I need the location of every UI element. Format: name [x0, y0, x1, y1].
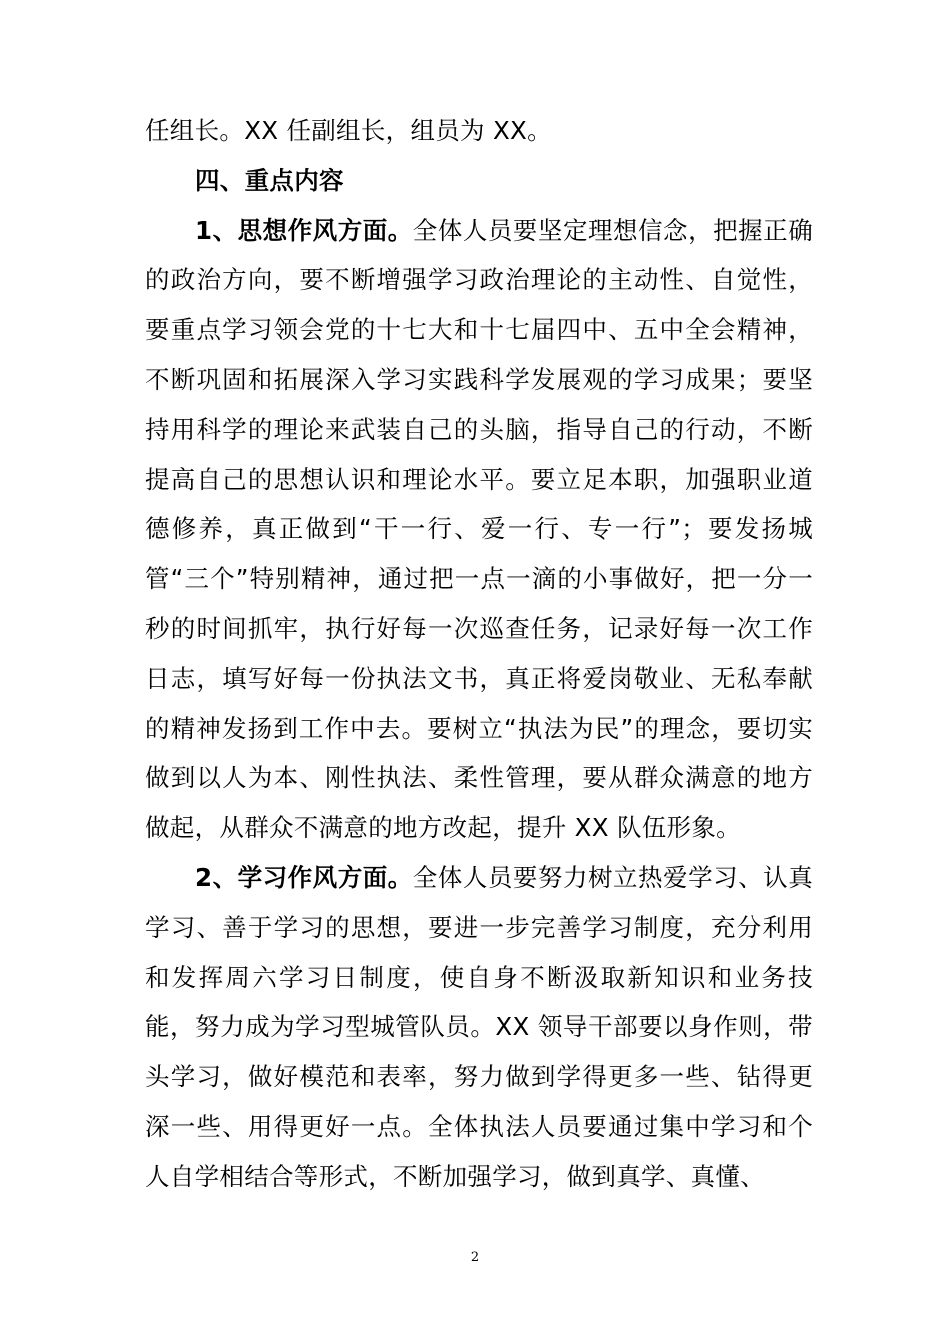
item-2-body: 全体人员要努力树立热爱学习、认真学习、善于学习的思想，要进一步完善学习制度，充分利用和发挥周六学习日制度，使自身不断汲取新知识和业务技能，努力成为学习型城管队员。XX 领导干部要以身作则，带头学习，做好模范和表率，努力做到学得更多一些、钻得更深一些、用得更好一点。全体执法人员要通过集中学习和个人自学相结合等形式，不断加强学习，做到真学、真懂、 [145, 862, 813, 1191]
paragraph-item-1 [145, 206, 813, 853]
item-1-body: 全体人员要坚定理想信念，把握正确的政治方向，要不断增强学习政治理论的主动性、自觉性，要重点学习领会党的十七大和十七届四中、五中全会精神，不断巩固和拓展深入学习实践科学发展观的学习成果；要坚持用科学的理论来武装自己的头脑，指导自己的行动，不断提高自己的思想认识和理论水平。要立足本职，加强职业道德修养，真正做到“干一行、爱一行、专一行”；要发扬城管“三个”特别精神，通过把一点一滴的小事做好，把一分一秒的时间抓牢，执行好每一次巡查任务，记录好每一次工作日志，填写好每一份执法文书，真正将爱岗敬业、无私奉献的精神发扬到工作中去。要树立“执法为民”的理念，要切实做到以人为本、刚性执法、柔性管理，要从群众满意的地方做起，从群众不满意的地方改起，提升 XX 队伍形象。 [145, 215, 813, 843]
item-1-heading: 1、思想作风方面。 [195, 215, 413, 245]
continued-paragraph: 任组长。XX 任副组长，组员为 XX。 [145, 116, 552, 145]
page-number: 2 [470, 1250, 480, 1265]
document-body [145, 106, 813, 1202]
item-2-heading: 2、学习作风方面。 [195, 862, 413, 892]
paragraph-item-2 [145, 853, 813, 1202]
section-heading: 四、重点内容 [195, 165, 344, 195]
